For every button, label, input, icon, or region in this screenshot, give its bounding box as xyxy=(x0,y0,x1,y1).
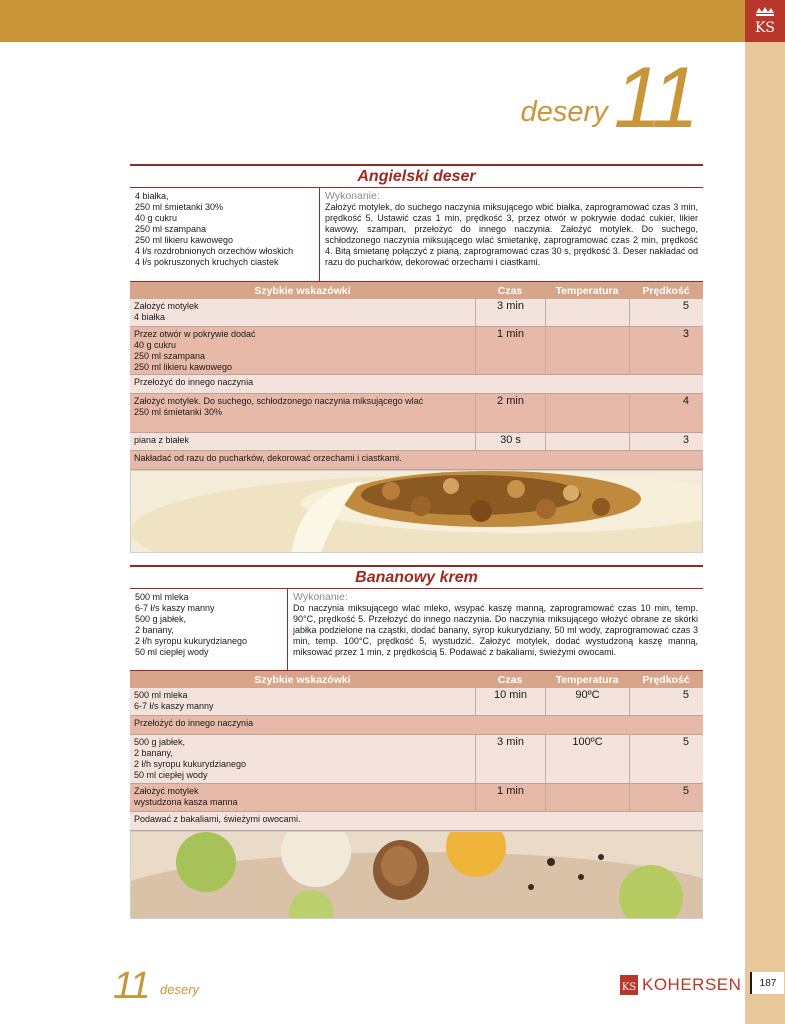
tip-text: Założyć motylek wystudzona kasza manna xyxy=(134,786,238,807)
footer-chapter-number: 11 xyxy=(113,965,149,1007)
tip-row xyxy=(130,716,703,735)
tip-speed: 5 xyxy=(629,299,703,326)
recipe-title-row xyxy=(130,565,703,588)
tip-time: 30 s xyxy=(475,433,545,450)
recipe-card-bananowy xyxy=(130,565,703,919)
chapter-number: 11 xyxy=(613,50,695,146)
tip-speed: 5 xyxy=(629,688,703,715)
tip-row xyxy=(130,451,703,470)
side-bar xyxy=(745,0,785,1024)
tip-text: Nakładać od razu do pucharków, dekorować orzechami i ciastkami. xyxy=(134,453,402,463)
tip-speed: 4 xyxy=(629,394,703,432)
footer-brand xyxy=(620,975,741,995)
tip-time: 2 min xyxy=(475,394,545,432)
tip-temp xyxy=(545,433,629,450)
tip-row xyxy=(130,784,703,812)
svg-text:KS: KS xyxy=(754,20,776,36)
top-bar xyxy=(0,0,745,42)
tip-time: 1 min xyxy=(475,784,545,811)
tip-text: Przełożyć do innego naczynia xyxy=(134,377,254,387)
tip-temp xyxy=(545,327,629,374)
tip-temp xyxy=(545,299,629,326)
tip-temp: 90ºC xyxy=(545,688,629,715)
footer-chapter-word: desery xyxy=(160,982,200,997)
tips-header xyxy=(130,671,703,688)
tip-text: Założyć motylek. Do suchego, schłodzonego naczynia miksującego wlać 250 ml śmietanki 30% xyxy=(134,396,424,417)
method-block xyxy=(288,589,703,670)
tip-text: Założyć motylek 4 białka xyxy=(134,301,199,322)
ingredients-list: 4 białka, 250 ml śmietanki 30% 40 g cukru 250 ml szampana 250 ml likieru kawowego 4 ł/s rozdrobnionych orzechów włoskich 4 ł/s pokruszonych kruchych ciastek xyxy=(130,188,320,281)
recipe-card-angielski xyxy=(130,164,703,553)
recipe-title: Angielski deser xyxy=(357,167,476,185)
chapter-heading xyxy=(520,50,695,146)
method-block xyxy=(320,188,703,281)
tip-temp xyxy=(545,394,629,432)
tip-text: Przełożyć do innego naczynia xyxy=(134,718,254,728)
tip-speed: 3 xyxy=(629,433,703,450)
tip-time: 3 min xyxy=(475,299,545,326)
ks-logo-icon xyxy=(620,975,638,995)
tips-header-speed: Prędkość xyxy=(642,673,690,686)
brand-name: KOHERSEN xyxy=(642,975,742,994)
tips-header xyxy=(130,282,703,299)
tip-time: 10 min xyxy=(475,688,545,715)
tip-temp: 100ºC xyxy=(545,735,629,783)
ingredients-list: 500 ml mleka 6-7 ł/s kaszy manny 500 g jabłek, 2 banany, 2 ł/h syropu kukurydzianego 50 ml ciepłej wody xyxy=(130,589,288,670)
tip-text: 500 ml mleka 6-7 ł/s kaszy manny xyxy=(134,690,214,711)
tip-row xyxy=(130,735,703,784)
tip-row xyxy=(130,433,703,451)
tips-header-speed: Prędkość xyxy=(642,284,690,297)
method-text: Założyć motylek, do suchego naczynia miksującego wbić białka, zaprogramować czas 3 min, prędkość 5. Ustawić czas 1 min, prędkość 3, przez otwór w pokrywie dodać cukier, likier kawowy, szampan, przełożyć do innego naczynia. Założyć motylek. Do suchego, schłodzonego naczynia miksującego wlać śmietankę, zaprogramować czas 2 min, prędkość 4. Bitą śmietanę połączyć z pianą, zaprogramować czas 30 s, prędkość 3. Deser nakładać od razu do pucharków, dekorować orzechami i ciastkami. xyxy=(325,202,698,267)
tip-speed: 3 xyxy=(629,327,703,374)
tip-text: Przez otwór w pokrywie dodać 40 g cukru 250 ml szampana 250 ml likieru kawowego xyxy=(134,329,256,372)
tip-time: 3 min xyxy=(475,735,545,783)
method-text: Do naczynia miksującego wlać mleko, wsypać kaszę manną, zaprogramować czas 10 min, temp. 90°C, prędkość 5. Przełożyć do innego naczynia. Do naczynia miksującego włożyć obrane ze skórki jabłka podzielone na cząstki, dodać banany, syrop kukurydziany, 50 ml wody, zaprogramować czas 3 min, temp. 100°C, prędkość 5, wystudzić. Założyć motylek, dodać wystudzoną kaszę manną, miksować przez 1 min, z prędkością 5. Podawać z bakaliami, świeżymi owocami. xyxy=(293,603,698,657)
dessert-photo xyxy=(130,831,703,919)
tip-row xyxy=(130,812,703,831)
tip-row xyxy=(130,327,703,375)
tips-header-temp: Temperatura xyxy=(555,284,619,297)
tip-time: 1 min xyxy=(475,327,545,374)
tips-header-label: Szybkie wskazówki xyxy=(254,673,351,686)
svg-text:KS: KS xyxy=(622,982,636,993)
chapter-word: desery xyxy=(520,96,608,128)
dessert-photo xyxy=(130,470,703,553)
tip-text: Podawać z bakaliami, świeżymi owocami. xyxy=(134,814,301,824)
recipe-title-row xyxy=(130,164,703,187)
page-number: 187 xyxy=(750,972,784,994)
tip-temp xyxy=(545,784,629,811)
tips-header-time: Czas xyxy=(497,673,523,686)
tip-text: piana z białek xyxy=(134,435,190,445)
tip-row xyxy=(130,299,703,327)
tip-row xyxy=(130,375,703,394)
tip-text: 500 g jabłek, 2 banany, 2 ł/h syropu kukurydzianego 50 ml ciepłej wody xyxy=(134,737,247,780)
tip-speed: 5 xyxy=(629,784,703,811)
tips-header-time: Czas xyxy=(497,284,523,297)
recipe-intro xyxy=(130,588,703,671)
method-label: Wykonanie: xyxy=(293,591,348,603)
tip-row xyxy=(130,394,703,433)
tip-speed: 5 xyxy=(629,735,703,783)
tips-header-label: Szybkie wskazówki xyxy=(254,284,351,297)
tips-header-temp: Temperatura xyxy=(555,673,619,686)
method-label: Wykonanie: xyxy=(325,190,380,202)
ks-logo-icon xyxy=(745,0,785,42)
recipe-title: Bananowy krem xyxy=(355,568,478,586)
recipe-intro xyxy=(130,187,703,282)
tip-row xyxy=(130,688,703,716)
